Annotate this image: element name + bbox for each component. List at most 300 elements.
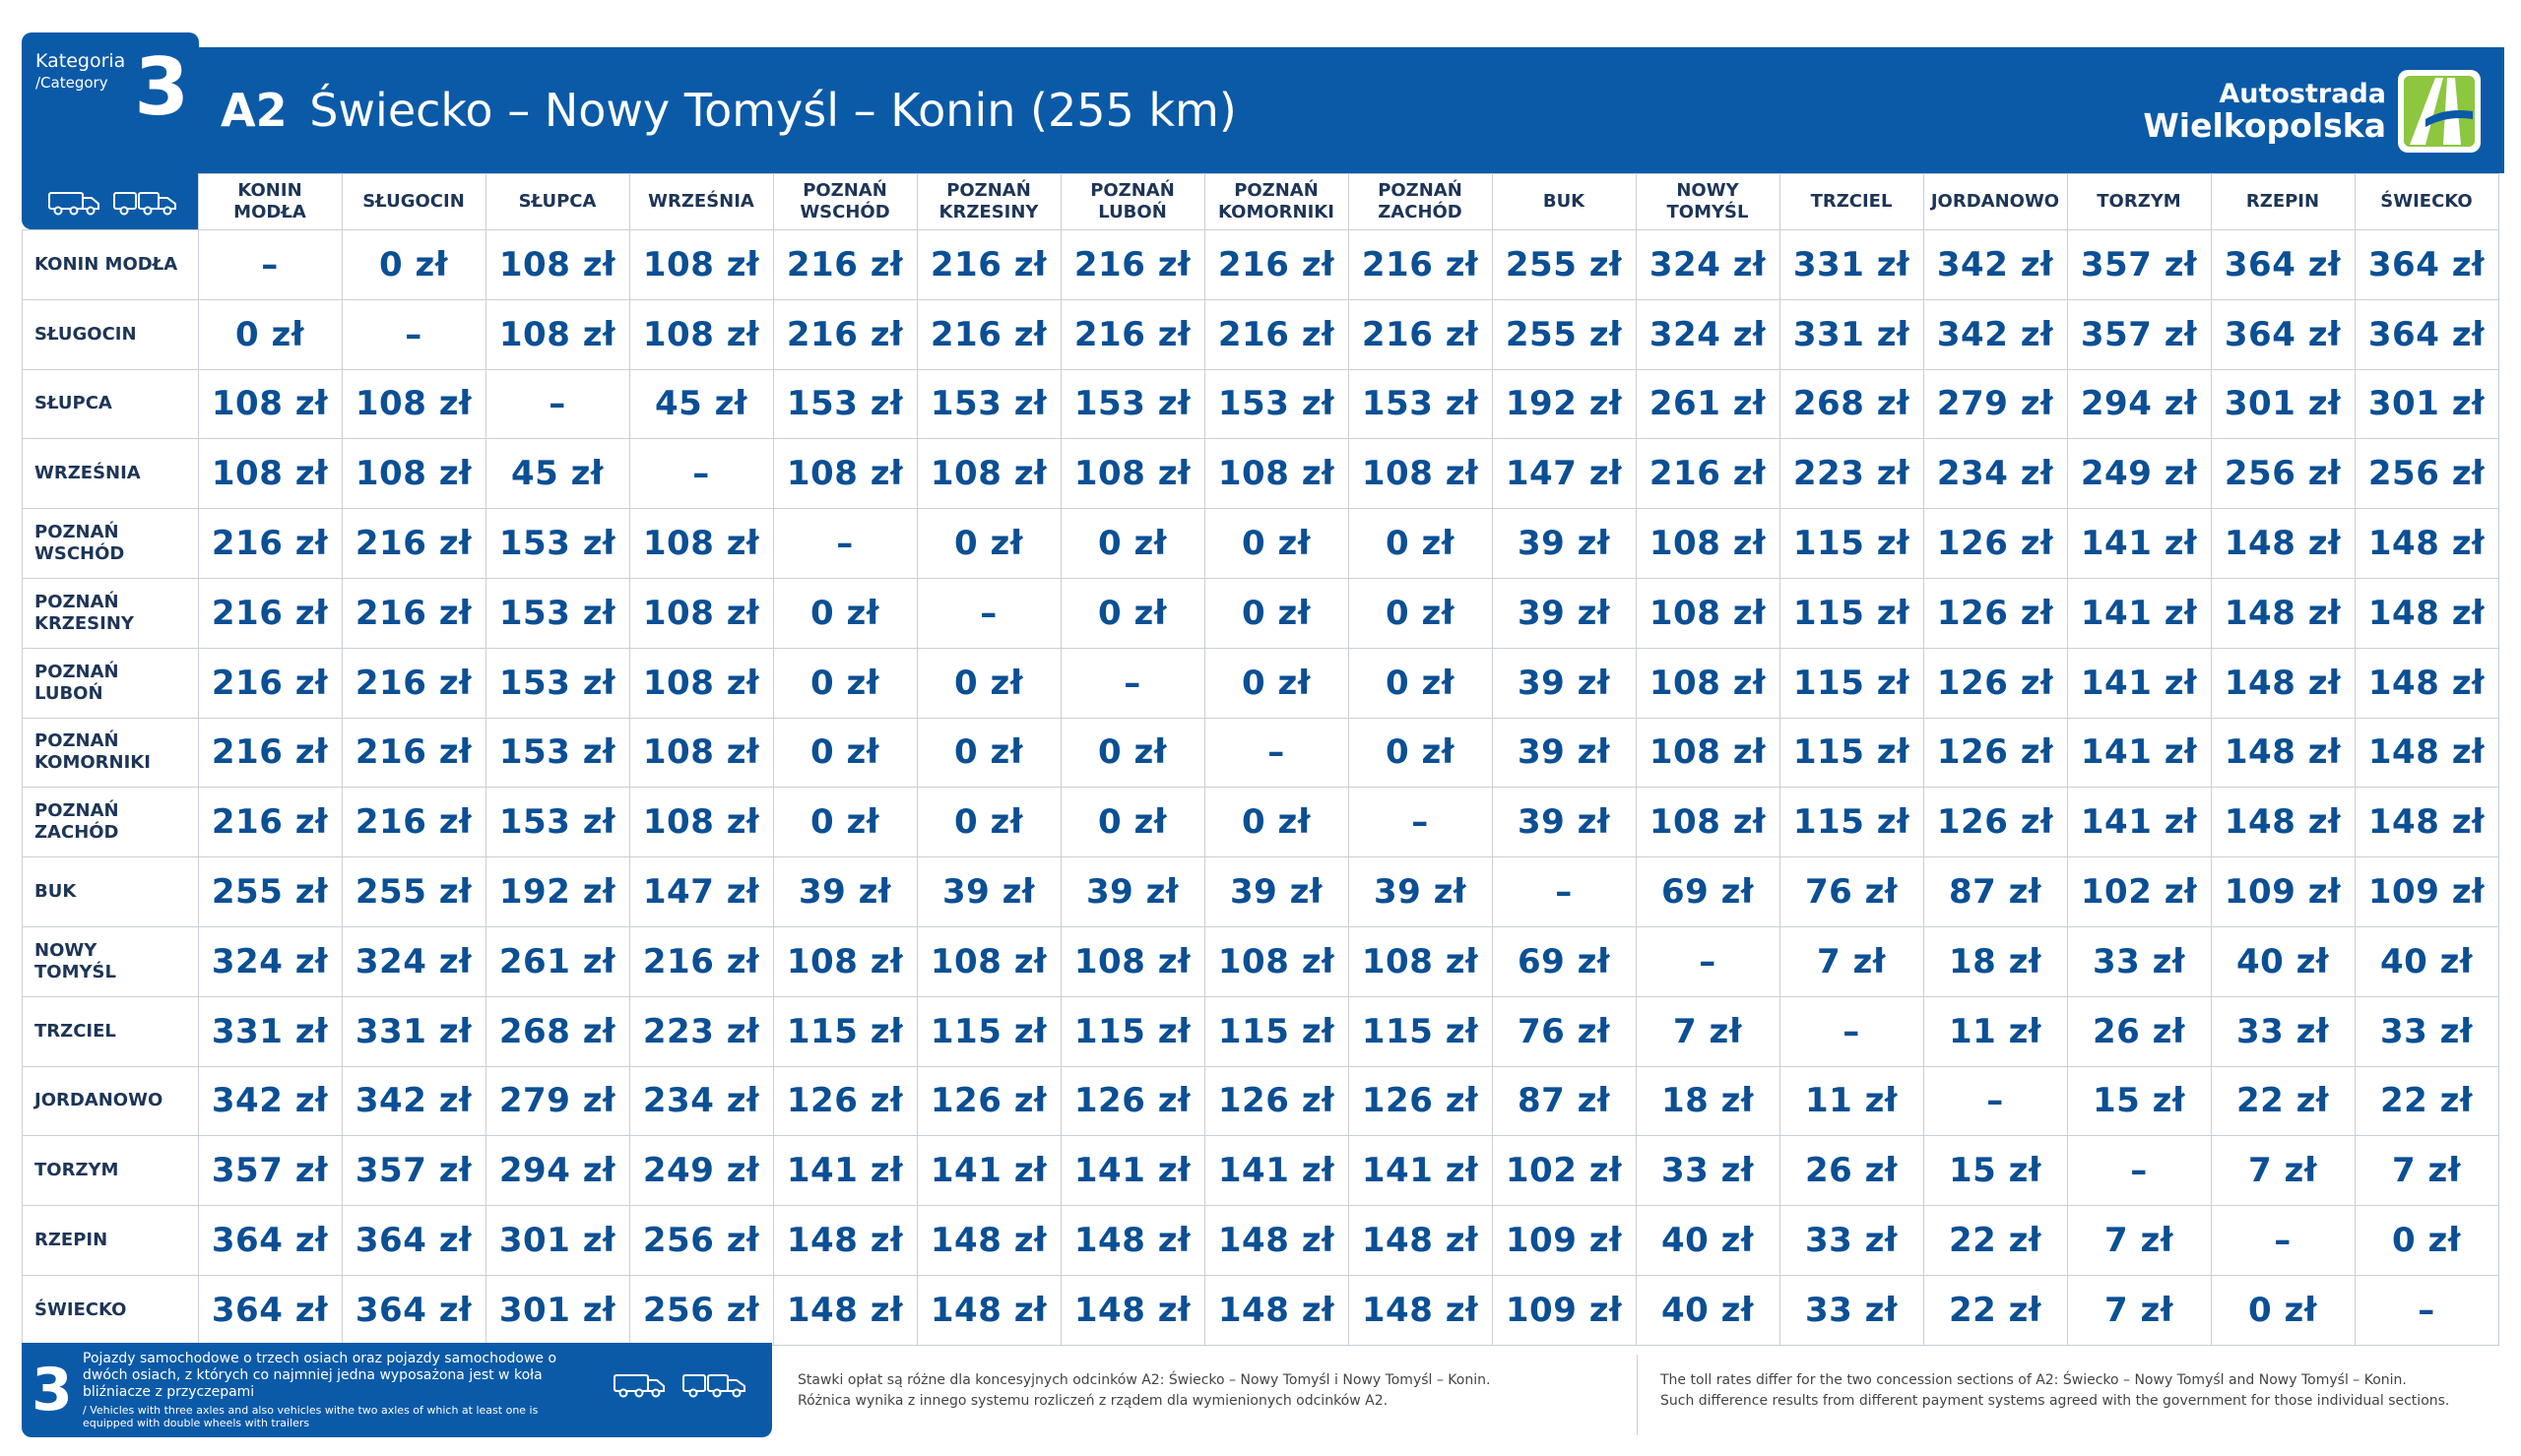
toll-cell: 0 zł <box>773 648 917 718</box>
toll-cell: 216 zł <box>198 788 342 857</box>
column-header-line: KRZESINY <box>938 202 1039 222</box>
toll-cell: 102 zł <box>1492 1136 1636 1206</box>
toll-cell: 364 zł <box>2355 230 2498 300</box>
toll-cell: 126 zł <box>1923 788 2067 857</box>
toll-cell: 108 zł <box>773 926 917 996</box>
toll-cell: 76 zł <box>1779 857 1923 927</box>
toll-cell: 45 zł <box>485 439 629 509</box>
toll-cell: 342 zł <box>1923 299 2067 369</box>
toll-cell: 7 zł <box>1636 996 1779 1066</box>
row-header-line: LUBOŃ <box>34 682 103 704</box>
toll-table-wrap <box>22 173 2499 1346</box>
toll-cell: 357 zł <box>342 1136 485 1206</box>
table-row <box>23 996 2499 1066</box>
footer-description: Pojazdy samochodowe o trzech osiach oraz pojazdy samochodowe o dwóch osiach, z których co najmniej jedna wyposażona jest w koła bliźniacze z przyczepami <box>83 1351 557 1400</box>
column-header <box>485 174 629 230</box>
table-row <box>23 1206 2499 1276</box>
footer-note-pl-line-2: Różnica wynika z innego systemu rozliczeń z rządem dla wymienionych odcinków A2. <box>798 1393 1389 1409</box>
toll-cell: 153 zł <box>917 369 1061 439</box>
toll-cell: 148 zł <box>2355 578 2498 648</box>
toll-cell: 148 zł <box>1348 1275 1492 1345</box>
toll-cell: 153 zł <box>1348 369 1492 439</box>
toll-cell: 234 zł <box>629 1066 773 1136</box>
column-header-line: POZNAŃ <box>946 180 1031 201</box>
toll-cell: – <box>917 578 1061 648</box>
toll-cell: 342 zł <box>342 1066 485 1136</box>
row-header <box>23 718 199 788</box>
row-header <box>23 788 199 857</box>
toll-cell: 153 zł <box>485 648 629 718</box>
toll-cell: 141 zł <box>2067 509 2211 579</box>
toll-cell: 357 zł <box>2067 299 2211 369</box>
toll-cell: 301 zł <box>2355 369 2498 439</box>
table-row <box>23 718 2499 788</box>
toll-cell: 153 zł <box>1061 369 1204 439</box>
table-row <box>23 857 2499 927</box>
column-header <box>1348 174 1492 230</box>
category-label-en: /Category <box>35 74 108 92</box>
toll-cell: 108 zł <box>917 439 1061 509</box>
toll-cell: 192 zł <box>1492 369 1636 439</box>
toll-cell: 126 zł <box>1923 578 2067 648</box>
row-header-line: ZACHÓD <box>34 822 119 844</box>
toll-cell: 108 zł <box>342 369 485 439</box>
toll-cell: 331 zł <box>1779 299 1923 369</box>
toll-cell: 141 zł <box>773 1136 917 1206</box>
row-header-line: SŁUPCA <box>34 393 112 414</box>
column-header-line: SŁUPCA <box>518 191 597 212</box>
toll-cell: 324 zł <box>198 926 342 996</box>
column-header-line: TORZYM <box>2097 191 2181 212</box>
column-header <box>1492 174 1636 230</box>
table-row <box>23 926 2499 996</box>
row-header <box>23 299 199 369</box>
table-row <box>23 230 2499 300</box>
footer-vehicle-icons <box>613 1370 748 1400</box>
category-number: 3 <box>134 41 189 133</box>
row-header-line: KONIN MODŁA <box>34 253 178 275</box>
toll-cell: 115 zł <box>1779 788 1923 857</box>
footer-note-pl-line-1: Stawki opłat są różne dla koncesyjnych odcinków A2: Świecko – Nowy Tomyśl i Nowy Tomyśl – Konin. <box>798 1372 1491 1388</box>
column-header <box>198 174 342 230</box>
toll-cell: 108 zł <box>198 369 342 439</box>
toll-cell: 256 zł <box>2355 439 2498 509</box>
toll-cell: – <box>485 369 629 439</box>
toll-cell: 249 zł <box>2067 439 2211 509</box>
toll-cell: 0 zł <box>773 718 917 788</box>
toll-cell: 216 zł <box>917 230 1061 300</box>
column-header <box>2355 174 2498 230</box>
row-header-line: ŚWIECKO <box>34 1298 127 1320</box>
toll-cell: 331 zł <box>1779 230 1923 300</box>
row-header <box>23 578 199 648</box>
row-header-line: WRZEŚNIA <box>34 463 141 484</box>
toll-cell: 39 zł <box>1492 578 1636 648</box>
column-header <box>2067 174 2211 230</box>
column-header-line: POZNAŃ <box>803 180 887 201</box>
toll-cell: 153 zł <box>773 369 917 439</box>
toll-cell: – <box>2211 1206 2355 1276</box>
toll-cell: 141 zł <box>1204 1136 1348 1206</box>
toll-cell: 126 zł <box>917 1066 1061 1136</box>
toll-cell: 324 zł <box>1636 299 1779 369</box>
toll-cell: 115 zł <box>1779 718 1923 788</box>
toll-cell: 108 zł <box>198 439 342 509</box>
toll-cell: 216 zł <box>1348 230 1492 300</box>
column-header <box>1061 174 1204 230</box>
row-header <box>23 1136 199 1206</box>
row-header-line: POZNAŃ <box>34 800 119 822</box>
toll-cell: 216 zł <box>773 230 917 300</box>
toll-cell: 331 zł <box>342 996 485 1066</box>
header-band <box>197 47 2504 173</box>
column-header-line: POZNAŃ <box>1378 180 1462 201</box>
toll-cell: 0 zł <box>1348 648 1492 718</box>
toll-cell: 69 zł <box>1492 926 1636 996</box>
toll-cell: 153 zł <box>485 509 629 579</box>
toll-cell: 148 zł <box>2211 648 2355 718</box>
column-header-line: RZEPIN <box>2245 191 2320 212</box>
toll-cell: 0 zł <box>198 299 342 369</box>
column-header-line: WSCHÓD <box>800 202 890 222</box>
column-header-line: ZACHÓD <box>1378 202 1462 222</box>
brand-line-2: Wielkopolska <box>2143 106 2386 145</box>
toll-cell: 109 zł <box>1492 1206 1636 1276</box>
toll-cell: 364 zł <box>2211 299 2355 369</box>
toll-cell: 22 zł <box>2211 1066 2355 1136</box>
toll-cell: 0 zł <box>917 788 1061 857</box>
toll-cell: 0 zł <box>1204 578 1348 648</box>
toll-cell: 108 zł <box>1204 439 1348 509</box>
brand-line-1: Autostrada <box>2219 79 2386 109</box>
footer-note-en-line-1: The toll rates differ for the two concession sections of A2: Świecko – Nowy Tomyśl and Nowy Tomyśl – Konin. <box>1660 1372 2407 1388</box>
toll-cell: 223 zł <box>629 996 773 1066</box>
column-header-line: MODŁA <box>233 202 306 222</box>
row-header-line: BUK <box>34 881 77 903</box>
toll-cell: 18 zł <box>1923 926 2067 996</box>
toll-cell: 15 zł <box>1923 1136 2067 1206</box>
toll-cell: 216 zł <box>198 718 342 788</box>
toll-cell: 148 zł <box>917 1275 1061 1345</box>
toll-cell: 33 zł <box>2067 926 2211 996</box>
toll-cell: 342 zł <box>1923 230 2067 300</box>
toll-cell: 141 zł <box>2067 788 2211 857</box>
row-header <box>23 648 199 718</box>
toll-cell: 126 zł <box>1204 1066 1348 1136</box>
row-header <box>23 1206 199 1276</box>
toll-cell: 357 zł <box>2067 230 2211 300</box>
toll-cell: 192 zł <box>485 857 629 927</box>
toll-cell: 0 zł <box>1061 718 1204 788</box>
toll-cell: 147 zł <box>1492 439 1636 509</box>
toll-cell: 216 zł <box>1348 299 1492 369</box>
brand-text <box>2143 79 2386 145</box>
toll-cell: – <box>1204 718 1348 788</box>
toll-cell: 364 zł <box>2355 299 2498 369</box>
column-header <box>1636 174 1779 230</box>
road-number: A2 <box>221 84 288 137</box>
toll-cell: 11 zł <box>1923 996 2067 1066</box>
toll-cell: 294 zł <box>2067 369 2211 439</box>
toll-cell: 279 zł <box>485 1066 629 1136</box>
toll-cell: 148 zł <box>1061 1275 1204 1345</box>
table-corner <box>23 174 199 230</box>
toll-cell: 76 zł <box>1492 996 1636 1066</box>
toll-cell: 216 zł <box>198 578 342 648</box>
column-header-line: TOMYŚL <box>1666 202 1749 222</box>
toll-cell: 45 zł <box>629 369 773 439</box>
column-header-line: JORDANOWO <box>1930 191 2060 212</box>
toll-cell: 261 zł <box>485 926 629 996</box>
row-header-line: JORDANOWO <box>34 1090 163 1111</box>
toll-cell: 22 zł <box>1923 1206 2067 1276</box>
toll-cell: 0 zł <box>1204 788 1348 857</box>
toll-cell: – <box>2067 1136 2211 1206</box>
toll-cell: 115 zł <box>1779 578 1923 648</box>
table-row <box>23 648 2499 718</box>
toll-cell: 216 zł <box>342 578 485 648</box>
footer-note-en <box>1660 1370 2497 1412</box>
toll-cell: 108 zł <box>1061 439 1204 509</box>
toll-cell: 109 zł <box>2211 857 2355 927</box>
row-header-line: TOMYŚL <box>34 961 116 982</box>
toll-cell: – <box>198 230 342 300</box>
toll-cell: – <box>629 439 773 509</box>
toll-cell: 108 zł <box>1061 926 1204 996</box>
toll-cell: 108 zł <box>485 230 629 300</box>
toll-cell: 223 zł <box>1779 439 1923 509</box>
toll-cell: 153 zł <box>1204 369 1348 439</box>
toll-cell: 0 zł <box>917 718 1061 788</box>
toll-cell: 39 zł <box>1492 509 1636 579</box>
column-header <box>1204 174 1348 230</box>
toll-cell: 148 zł <box>2211 578 2355 648</box>
toll-cell: 364 zł <box>198 1206 342 1276</box>
row-header <box>23 996 199 1066</box>
row-header-line: SŁUGOCIN <box>34 323 137 345</box>
toll-cell: 0 zł <box>1061 509 1204 579</box>
toll-cell: 108 zł <box>629 509 773 579</box>
toll-cell: 39 zł <box>1204 857 1348 927</box>
toll-cell: 108 zł <box>629 648 773 718</box>
toll-cell: 39 zł <box>1492 718 1636 788</box>
toll-cell: 294 zł <box>485 1136 629 1206</box>
row-header <box>23 857 199 927</box>
toll-cell: 115 zł <box>1348 996 1492 1066</box>
column-header <box>342 174 485 230</box>
toll-cell: 148 zł <box>2355 718 2498 788</box>
toll-cell: – <box>1348 788 1492 857</box>
toll-cell: 268 zł <box>1779 369 1923 439</box>
toll-cell: 0 zł <box>917 509 1061 579</box>
footer-note-pl <box>798 1370 1605 1412</box>
toll-cell: 0 zł <box>917 648 1061 718</box>
toll-cell: 0 zł <box>1204 509 1348 579</box>
toll-cell: 108 zł <box>485 299 629 369</box>
table-row <box>23 369 2499 439</box>
toll-cell: 279 zł <box>1923 369 2067 439</box>
table-row <box>23 1275 2499 1345</box>
row-header <box>23 369 199 439</box>
toll-cell: 108 zł <box>629 788 773 857</box>
toll-cell: 39 zł <box>1348 857 1492 927</box>
column-header-line: NOWY <box>1676 180 1739 201</box>
row-header <box>23 926 199 996</box>
toll-table <box>22 173 2499 1346</box>
toll-cell: 11 zł <box>1779 1066 1923 1136</box>
toll-cell: 39 zł <box>773 857 917 927</box>
toll-cell: 301 zł <box>485 1206 629 1276</box>
toll-cell: 148 zł <box>1204 1206 1348 1276</box>
toll-cell: 141 zł <box>2067 648 2211 718</box>
row-header-line: TRZCIEL <box>34 1020 116 1042</box>
toll-cell: 255 zł <box>342 857 485 927</box>
toll-cell: 102 zł <box>2067 857 2211 927</box>
toll-cell: 324 zł <box>1636 230 1779 300</box>
toll-cell: – <box>2355 1275 2498 1345</box>
column-header-line: KONIN <box>237 180 302 201</box>
toll-cell: 0 zł <box>1348 718 1492 788</box>
toll-cell: 40 zł <box>1636 1275 1779 1345</box>
toll-cell: – <box>1779 996 1923 1066</box>
toll-cell: 108 zł <box>1636 718 1779 788</box>
column-header <box>1779 174 1923 230</box>
table-header-row <box>23 174 2499 230</box>
column-header <box>629 174 773 230</box>
toll-cell: 256 zł <box>629 1206 773 1276</box>
toll-cell: 108 zł <box>629 718 773 788</box>
table-row <box>23 509 2499 579</box>
row-header-line: RZEPIN <box>34 1230 108 1251</box>
toll-cell: 255 zł <box>1492 230 1636 300</box>
toll-cell: 39 zł <box>1061 857 1204 927</box>
toll-cell: 148 zł <box>917 1206 1061 1276</box>
column-header <box>2211 174 2355 230</box>
row-header <box>23 509 199 579</box>
toll-cell: 216 zł <box>1204 230 1348 300</box>
toll-cell: – <box>1492 857 1636 927</box>
toll-cell: 108 zł <box>1348 439 1492 509</box>
toll-cell: 39 zł <box>917 857 1061 927</box>
toll-cell: 0 zł <box>2211 1275 2355 1345</box>
toll-cell: 148 zł <box>2211 788 2355 857</box>
toll-cell: 7 zł <box>1779 926 1923 996</box>
toll-cell: 148 zł <box>2355 509 2498 579</box>
toll-cell: 126 zł <box>1923 718 2067 788</box>
toll-cell: 256 zł <box>629 1275 773 1345</box>
toll-cell: – <box>1061 648 1204 718</box>
toll-cell: 26 zł <box>2067 996 2211 1066</box>
toll-cell: 108 zł <box>629 230 773 300</box>
toll-cell: 108 zł <box>1636 578 1779 648</box>
toll-cell: 87 zł <box>1492 1066 1636 1136</box>
toll-cell: 364 zł <box>198 1275 342 1345</box>
toll-cell: 108 zł <box>1348 926 1492 996</box>
column-header <box>773 174 917 230</box>
autostrada-logo-icon <box>2396 68 2483 155</box>
toll-cell: 364 zł <box>342 1206 485 1276</box>
row-header-line: NOWY <box>34 939 97 961</box>
toll-cell: 216 zł <box>773 299 917 369</box>
toll-cell: 324 zł <box>342 926 485 996</box>
toll-cell: 301 zł <box>2211 369 2355 439</box>
toll-cell: 216 zł <box>198 509 342 579</box>
toll-cell: 148 zł <box>1348 1206 1492 1276</box>
footer-description-en: / Vehicles with three axles and also vehicles withe two axles of which at least one is equipped with double wheels with trailers <box>83 1404 539 1429</box>
toll-cell: 0 zł <box>2355 1206 2498 1276</box>
toll-cell: 0 zł <box>1061 788 1204 857</box>
toll-cell: 109 zł <box>1492 1275 1636 1345</box>
toll-cell: 0 zł <box>773 578 917 648</box>
toll-cell: 256 zł <box>2211 439 2355 509</box>
toll-cell: 148 zł <box>773 1206 917 1276</box>
row-header-line: POZNAŃ <box>34 661 119 682</box>
footer-divider <box>1637 1355 1638 1435</box>
toll-cell: 148 zł <box>2211 509 2355 579</box>
toll-cell: 7 zł <box>2355 1136 2498 1206</box>
row-header-line: KOMORNIKI <box>34 752 151 774</box>
toll-cell: 249 zł <box>629 1136 773 1206</box>
toll-cell: – <box>773 509 917 579</box>
column-header-line: WRZEŚNIA <box>648 191 754 212</box>
table-row <box>23 1136 2499 1206</box>
toll-cell: 216 zł <box>198 648 342 718</box>
toll-cell: 364 zł <box>2211 230 2355 300</box>
toll-cell: 234 zł <box>1923 439 2067 509</box>
route-name: Świecko – Nowy Tomyśl – Konin (255 km) <box>309 84 1237 137</box>
toll-cell: 7 zł <box>2067 1275 2211 1345</box>
toll-cell: 216 zł <box>629 926 773 996</box>
toll-cell: 33 zł <box>2355 996 2498 1066</box>
toll-cell: 153 zł <box>485 788 629 857</box>
toll-cell: 108 zł <box>1204 926 1348 996</box>
toll-cell: 0 zł <box>1204 648 1348 718</box>
toll-cell: 115 zł <box>1204 996 1348 1066</box>
toll-cell: 108 zł <box>342 439 485 509</box>
toll-cell: 126 zł <box>1061 1066 1204 1136</box>
toll-cell: 40 zł <box>1636 1206 1779 1276</box>
column-header <box>1923 174 2067 230</box>
toll-cell: 115 zł <box>1779 509 1923 579</box>
toll-cell: 0 zł <box>1061 578 1204 648</box>
toll-cell: – <box>1636 926 1779 996</box>
toll-cell: 141 zł <box>2067 718 2211 788</box>
toll-cell: 255 zł <box>198 857 342 927</box>
toll-cell: 216 zł <box>342 648 485 718</box>
toll-cell: 7 zł <box>2211 1136 2355 1206</box>
toll-cell: – <box>342 299 485 369</box>
toll-cell: 342 zł <box>198 1066 342 1136</box>
toll-cell: 301 zł <box>485 1275 629 1345</box>
toll-cell: 108 zł <box>1636 788 1779 857</box>
toll-cell: 141 zł <box>917 1136 1061 1206</box>
toll-cell: 216 zł <box>1636 439 1779 509</box>
row-header-line: POZNAŃ <box>34 522 119 543</box>
toll-cell: 15 zł <box>2067 1066 2211 1136</box>
table-row <box>23 578 2499 648</box>
row-header <box>23 439 199 509</box>
column-header <box>917 174 1061 230</box>
row-header-line: TORZYM <box>34 1160 119 1181</box>
row-header <box>23 230 199 300</box>
toll-cell: 216 zł <box>342 788 485 857</box>
route-title <box>221 47 1237 173</box>
toll-cell: 0 zł <box>342 230 485 300</box>
toll-cell: 108 zł <box>629 299 773 369</box>
toll-cell: 22 zł <box>1923 1275 2067 1345</box>
toll-cell: 115 zł <box>773 996 917 1066</box>
footer-category-number: 3 <box>32 1356 73 1424</box>
